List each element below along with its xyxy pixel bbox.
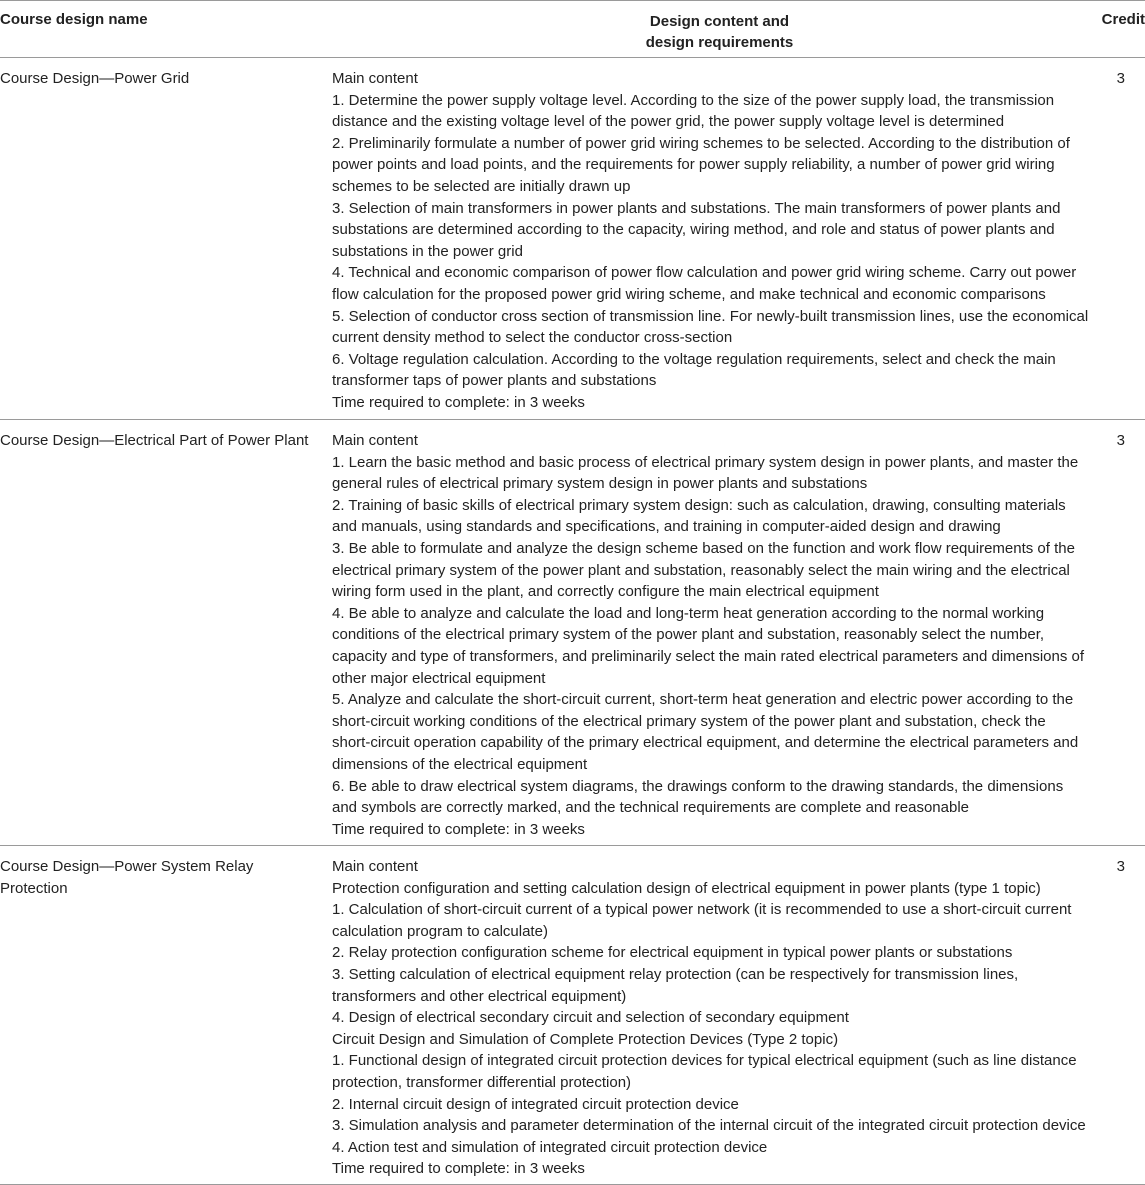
table-row [0, 420, 1145, 846]
course-name-cell [0, 420, 332, 845]
content-line: transformers and other electrical equipment) [332, 987, 627, 1005]
design-content-cell [332, 420, 1087, 845]
content-line: 1. Determine the power supply voltage level. According to the size of the power supply load, the transmission [332, 91, 1055, 109]
content-line: transformer taps of power plants and substations [332, 372, 657, 390]
content-line: schemes to be selected are initially drawn up [332, 177, 631, 195]
header-course-design-name: Course design name [0, 11, 148, 28]
content-line: Main content [332, 70, 418, 87]
content-line: current density method to select the conductor cross-section [332, 329, 733, 347]
content-line: Protection configuration and setting calculation design of electrical equipment in power plants (type 1 topic) [332, 879, 1041, 897]
table-row [0, 58, 1145, 420]
course-name-cell [0, 846, 332, 1184]
content-line: Main content [332, 858, 418, 875]
content-line: power points and load points, and the requirements for power supply reliability, a number of power grid wiring [332, 156, 1055, 174]
design-content-cell [332, 58, 1087, 419]
course-name-line: Course Design—Electrical Part of Power Plant [0, 432, 309, 449]
content-line: electrical primary system of the power plant and substation, reasonably select the main wiring and the electrical [332, 561, 1070, 579]
table-row [0, 846, 1145, 1185]
content-line: distance and the existing voltage level of the power grid, the power supply voltage level is determined [332, 113, 1005, 131]
content-line: 3. Simulation analysis and parameter determination of the internal circuit of the integrated circuit protection device [332, 1117, 1086, 1135]
content-line: Time required to complete: in 3 weeks [332, 393, 585, 411]
content-line: 3. Be able to formulate and analyze the design scheme based on the function and work flow requirements of the [332, 539, 1075, 557]
content-line: short-circuit operation capability of the primary electrical equipment, and determine the electrical parameters and [332, 734, 1079, 752]
content-line: 2. Relay protection configuration scheme for electrical equipment in typical power plants or substations [332, 944, 1013, 962]
credit-cell: 3 [1116, 858, 1125, 875]
content-line: 3. Selection of main transformers in power plants and substations. The main transformers of power plants and [332, 199, 1061, 217]
content-line: Time required to complete: in 3 weeks [332, 1160, 585, 1178]
content-line: capacity and type of transformers, and preliminarily select the main rated electrical parameters and dimensions of [332, 647, 1085, 665]
header-design-content-line-2: design requirements [645, 34, 794, 51]
content-line: substations are determined according to the capacity, wiring method, and role and status of power plants and [332, 221, 1055, 239]
content-line: 3. Setting calculation of electrical equipment relay protection (can be respectively for transmission lines, [332, 965, 1019, 983]
content-line: conditions of the electrical primary system of the power plant and substation, reasonably select the number, [332, 626, 1045, 644]
content-line: 6. Be able to draw electrical system diagrams, the drawings conform to the drawing standards, the dimensions [332, 777, 1064, 795]
content-line: flow calculation for the proposed power grid wiring scheme, and make technical and economic comparisons [332, 285, 1046, 303]
content-line: 4. Action test and simulation of integrated circuit protection device [332, 1138, 768, 1156]
content-line: 1. Calculation of short-circuit current of a typical power network (it is recommended to use a short-circuit current [332, 901, 1072, 919]
content-line: 5. Analyze and calculate the short-circuit current, short-term heat generation and electric power according to the [332, 691, 1074, 709]
content-line: Main content [332, 432, 418, 449]
course-name-cell [0, 58, 332, 419]
content-line: short-circuit working conditions of the electrical primary system of the power plant and substation, check the [332, 712, 1046, 730]
content-line: and manuals, using standards and specifications, and training in computer-aided design and drawing [332, 518, 1001, 536]
course-name-line: Protection [0, 879, 68, 897]
content-line: 2. Preliminarily formulate a number of power grid wiring schemes to be selected. According to the distribution of [332, 134, 1070, 152]
content-line: substations in the power grid [332, 242, 523, 260]
content-line: other major electrical equipment [332, 669, 546, 687]
table-header-row [0, 0, 1145, 58]
content-line: 2. Internal circuit design of integrated circuit protection device [332, 1095, 739, 1113]
content-line: and symbols are correctly marked, and the technical requirements are complete and reasonable [332, 799, 970, 817]
course-name-line: Course Design—Power Grid [0, 70, 190, 87]
header-design-content-line-1: Design content and [649, 13, 790, 30]
content-line: dimensions of the electrical equipment [332, 755, 588, 773]
content-line: general rules of electrical primary system design in power plants and substations [332, 475, 868, 493]
design-content-cell [332, 846, 1087, 1184]
content-line: 4. Design of electrical secondary circuit and selection of secondary equipment [332, 1009, 849, 1027]
content-line: 2. Training of basic skills of electrical primary system design: such as calculation, drawing, consulting materials [332, 496, 1066, 514]
content-line: Circuit Design and Simulation of Complete Protection Devices (Type 2 topic) [332, 1030, 839, 1048]
credit-cell: 3 [1116, 432, 1125, 449]
content-line: 1. Learn the basic method and basic process of electrical primary system design in power plants, and master the [332, 453, 1079, 471]
content-line: 4. Be able to analyze and calculate the load and long-term heat generation according to the normal working [332, 604, 1045, 622]
content-line: 5. Selection of conductor cross section of transmission line. For newly-built transmission lines, use the economical [332, 307, 1089, 325]
credit-cell: 3 [1116, 70, 1125, 87]
header-credit: Credit [1101, 11, 1145, 28]
course-name-line: Course Design—Power System Relay [0, 858, 254, 875]
content-line: 4. Technical and economic comparison of power flow calculation and power grid wiring scheme. Carry out power [332, 264, 1077, 282]
content-line: 6. Voltage regulation calculation. According to the voltage regulation requirements, select and check the main [332, 350, 1056, 368]
header-design-content [332, 1, 1087, 57]
content-line: calculation program to calculate) [332, 922, 548, 940]
content-line: 1. Functional design of integrated circuit protection devices for typical electrical equipment (such as line distance [332, 1052, 1077, 1070]
content-line: protection, transformer differential protection) [332, 1073, 632, 1091]
content-line: wiring form used in the plant, and correctly configure the main electrical equipment [332, 583, 879, 601]
content-line: Time required to complete: in 3 weeks [332, 820, 585, 838]
